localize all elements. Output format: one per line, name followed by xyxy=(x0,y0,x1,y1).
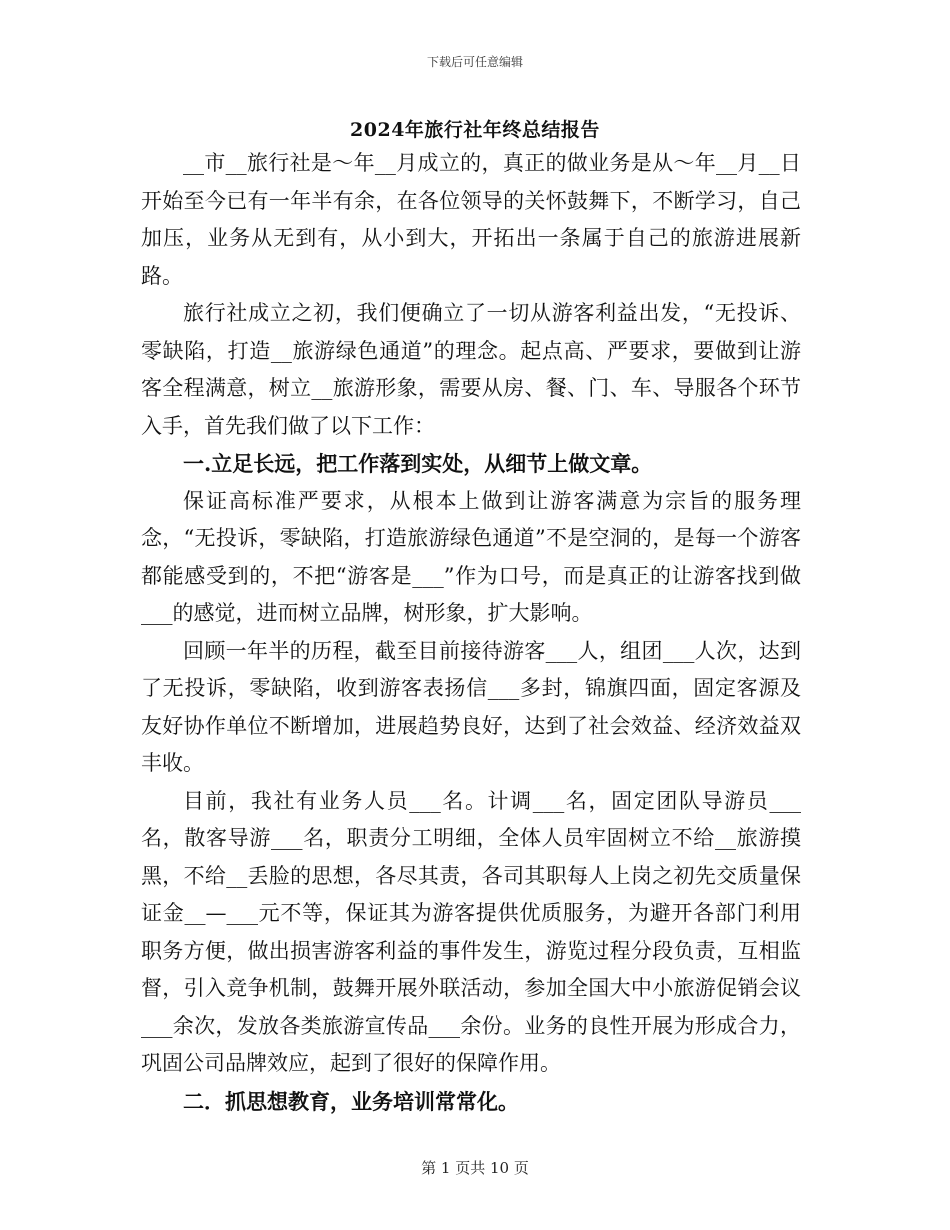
header-note: 下载后可任意编辑 xyxy=(426,55,523,69)
document-body xyxy=(141,145,801,1120)
paragraph-staffing: 目前，我社有业务人员___名。计调___名，固定团队导游员___名，散客导游___名，职责分工明细，全体人员牢固树立不给__旅游摸黑，不给__丢脸的思想，各尽其责，各司其职每人上岗之初先交质量保证金__—___元不等，保证其为游客提供优质服务，为避开各部门利用职务方便，做出损害游客利益的事件发生，游览过程分段负责，互相监督，引入竞争机制，鼓舞开展外联活动，参加全国大中小旅游促销会议___余次，发放各类旅游宣传品___余份。业务的良性开展为形成合力，巩固公司品牌效应，起到了很好的保障作用。 xyxy=(141,788,801,1075)
section-heading-1: 一.立足长远，把工作落到实处，从细节上做文章。 xyxy=(183,451,653,476)
paragraph-service-standard: 保证高标准严要求，从根本上做到让游客满意为宗旨的服务理念，“无投诉，零缺陷，打造旅游绿色通道”不是空洞的，是每一个游客都能感受到的，不把“游客是___”作为口号，而是真正的让游客找到做___的感觉，进而树立品牌，树形象，扩大影响。 xyxy=(141,488,801,625)
page-number: 第 1 页共 10 页 xyxy=(421,1159,529,1177)
paragraph-intro: __市__旅行社是～年__月成立的，真正的做业务是从～年__月__日开始至今已有一年半有余，在各位领导的关怀鼓舞下，不断学习，自己加压，业务从无到有，从小到大，开拓出一条属于自己的旅游进展新路。 xyxy=(141,151,801,288)
section-heading-2: 二．抓思想教育，业务培训常常化。 xyxy=(183,1088,519,1114)
paragraph-founding-principle: 旅行社成立之初，我们便确立了一切从游客利益出发，“无投诉、零缺陷，打造__旅游绿色通道”的理念。起点高、严要求，要做到让游客全程满意，树立__旅游形象，需要从房、餐、门、车、导服各个环节入手，首先我们做了以下工作： xyxy=(141,301,801,438)
document-title: 2024年旅行社年终总结报告 xyxy=(350,119,600,141)
paragraph-review: 回顾一年半的历程，截至目前接待游客___人，组团___人次，达到了无投诉，零缺陷，收到游客表扬信___多封，锦旗四面，固定客源及友好协作单位不断增加，进展趋势良好，达到了社会效益、经济效益双丰收。 xyxy=(141,638,801,775)
